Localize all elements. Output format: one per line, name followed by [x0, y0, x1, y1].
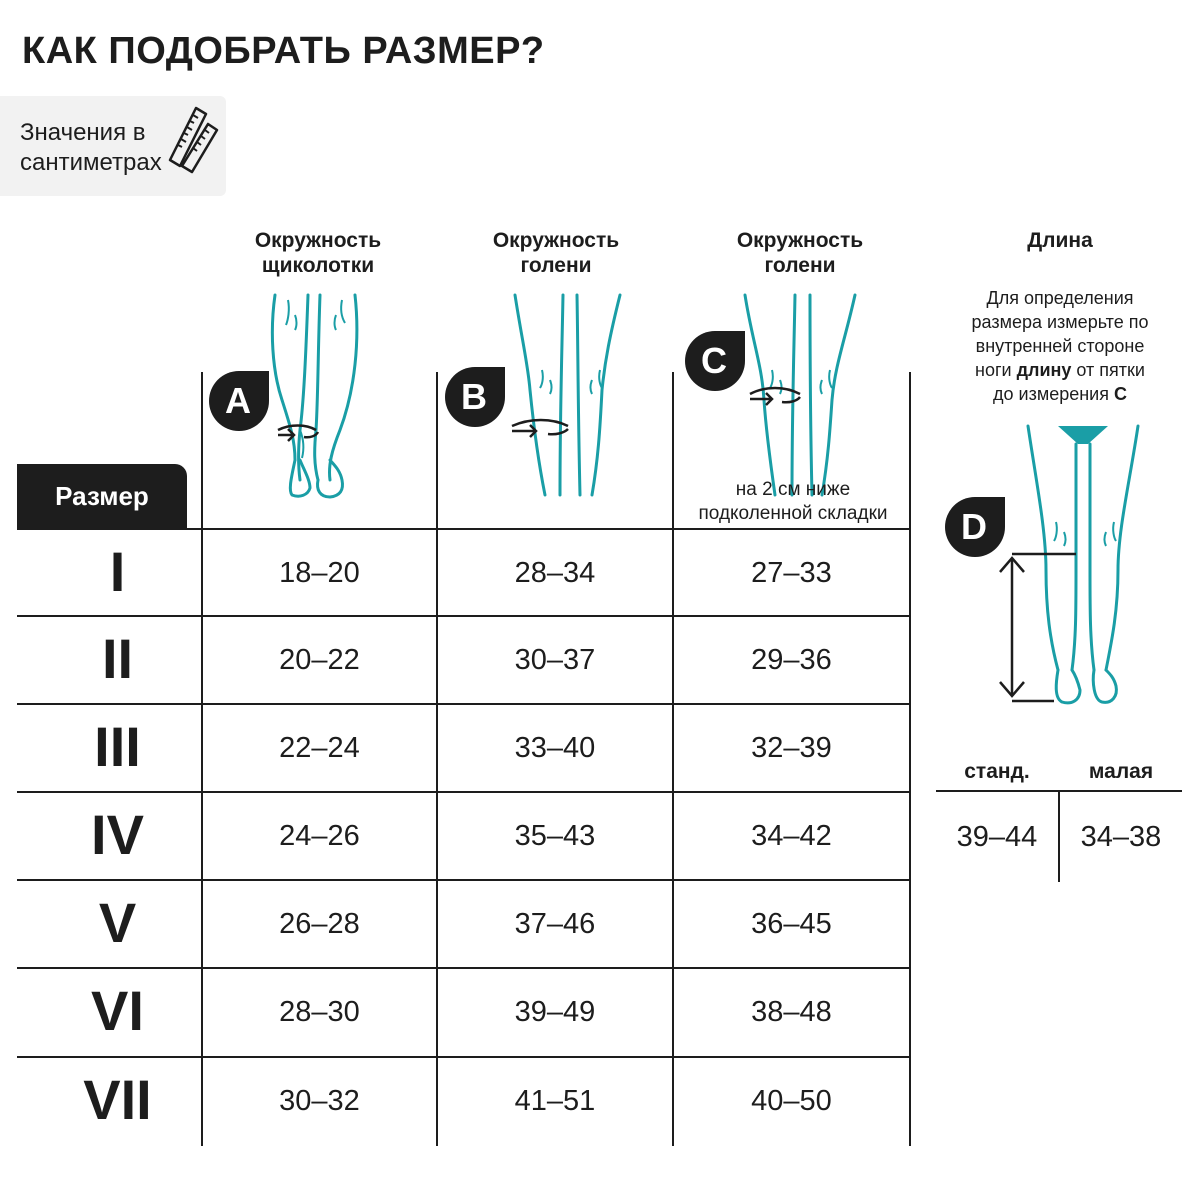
size-label: II: [101, 627, 134, 690]
table-row: [17, 1058, 910, 1144]
length-description-line4-post: от пятки: [1071, 360, 1145, 380]
size-label: I: [109, 540, 126, 603]
table-row: [17, 969, 910, 1055]
column-header-ankle: [207, 228, 429, 278]
calf-c-value: 29–36: [751, 644, 832, 676]
column-header-length: Длина: [1027, 229, 1093, 252]
length-description-line5-bold: C: [1113, 384, 1127, 404]
calf-c-value: 32–39: [751, 732, 832, 764]
length-description-line1: Для определения: [986, 288, 1134, 308]
size-label: VII: [83, 1068, 152, 1131]
length-description-line2: размера измерьте по: [971, 312, 1149, 332]
badge-c-label: C: [701, 340, 727, 381]
calf-c-note-line1: на 2 см ниже: [735, 479, 851, 500]
length-description-line4: [945, 358, 1175, 382]
calf-c-value: 36–45: [751, 908, 832, 940]
calf-b-value: 35–43: [514, 820, 596, 852]
ankle-value: 30–32: [279, 1085, 360, 1117]
page-title: КАК ПОДОБРАТЬ РАЗМЕР?: [22, 30, 545, 72]
column-header-calf-c-line1: Окружность: [736, 229, 864, 252]
calf-c-note: [678, 478, 908, 526]
badge-c: [684, 330, 746, 392]
calf-b-value: 39–49: [514, 996, 596, 1028]
column-header-calf-c-line2: голени: [764, 254, 836, 277]
calf-c-value: 40–50: [751, 1085, 832, 1117]
ankle-value: 26–28: [279, 908, 360, 940]
column-header-calf-b-line1: Окружность: [492, 229, 620, 252]
calf-b-value: 37–46: [514, 908, 596, 940]
table-row: [17, 705, 910, 791]
units-note-line2: сантиметрах: [20, 149, 162, 176]
units-note-line1: Значения в: [20, 119, 146, 146]
length-description-line5: [945, 382, 1175, 406]
length-description-line3: внутренней стороне: [975, 336, 1145, 356]
table-row: [17, 530, 910, 616]
length-value-standard: 39–44: [956, 821, 1038, 853]
ruler-icon: [166, 104, 220, 174]
table-row: [17, 881, 910, 967]
ankle-value: 20–22: [279, 644, 360, 676]
calf-c-note-line2: подколенной складки: [698, 503, 888, 524]
calf-c-value: 27–33: [751, 557, 832, 589]
badge-a: [208, 370, 270, 432]
table-row: [17, 793, 910, 879]
leg-illustration-knee: [680, 290, 890, 500]
column-header-calf-b-line2: голени: [520, 254, 592, 277]
size-label: IV: [91, 803, 144, 866]
length-header-short: малая: [1088, 760, 1154, 783]
units-note: [20, 118, 162, 178]
length-description-line4-pre: ноги: [975, 360, 1017, 380]
calf-c-value: 34–42: [751, 820, 832, 852]
column-header-ankle-line1: Окружность: [254, 229, 382, 252]
badge-d-label: D: [961, 506, 987, 547]
calf-b-value: 30–37: [514, 644, 596, 676]
calf-b-value: 28–34: [514, 557, 596, 589]
badge-b-label: B: [461, 376, 487, 417]
ankle-value: 24–26: [279, 820, 360, 852]
length-value-short: 34–38: [1080, 821, 1162, 853]
badge-d: [944, 496, 1006, 558]
calf-b-value: 41–51: [514, 1085, 596, 1117]
badge-b: [444, 366, 506, 428]
column-header-calf-b: [445, 228, 667, 278]
length-description: [945, 286, 1175, 406]
table-row: [17, 617, 910, 703]
size-label: VI: [91, 979, 144, 1042]
column-header-calf-c: [680, 228, 920, 278]
ankle-value: 22–24: [279, 732, 360, 764]
size-label: III: [94, 715, 141, 778]
size-column-header: Размер: [17, 464, 187, 528]
calf-c-value: 38–48: [751, 996, 832, 1028]
length-description-line5-pre: до измерения: [993, 384, 1114, 404]
size-label: V: [98, 891, 137, 954]
badge-a-label: A: [225, 380, 251, 421]
ankle-value: 28–30: [279, 996, 360, 1028]
length-description-line4-bold: длину: [1016, 360, 1072, 380]
leg-illustration-length: [940, 420, 1160, 710]
column-header-ankle-line2: щиколотки: [261, 254, 375, 277]
length-header-standard: станд.: [964, 760, 1030, 783]
calf-b-value: 33–40: [514, 732, 596, 764]
ankle-value: 18–20: [279, 557, 360, 589]
